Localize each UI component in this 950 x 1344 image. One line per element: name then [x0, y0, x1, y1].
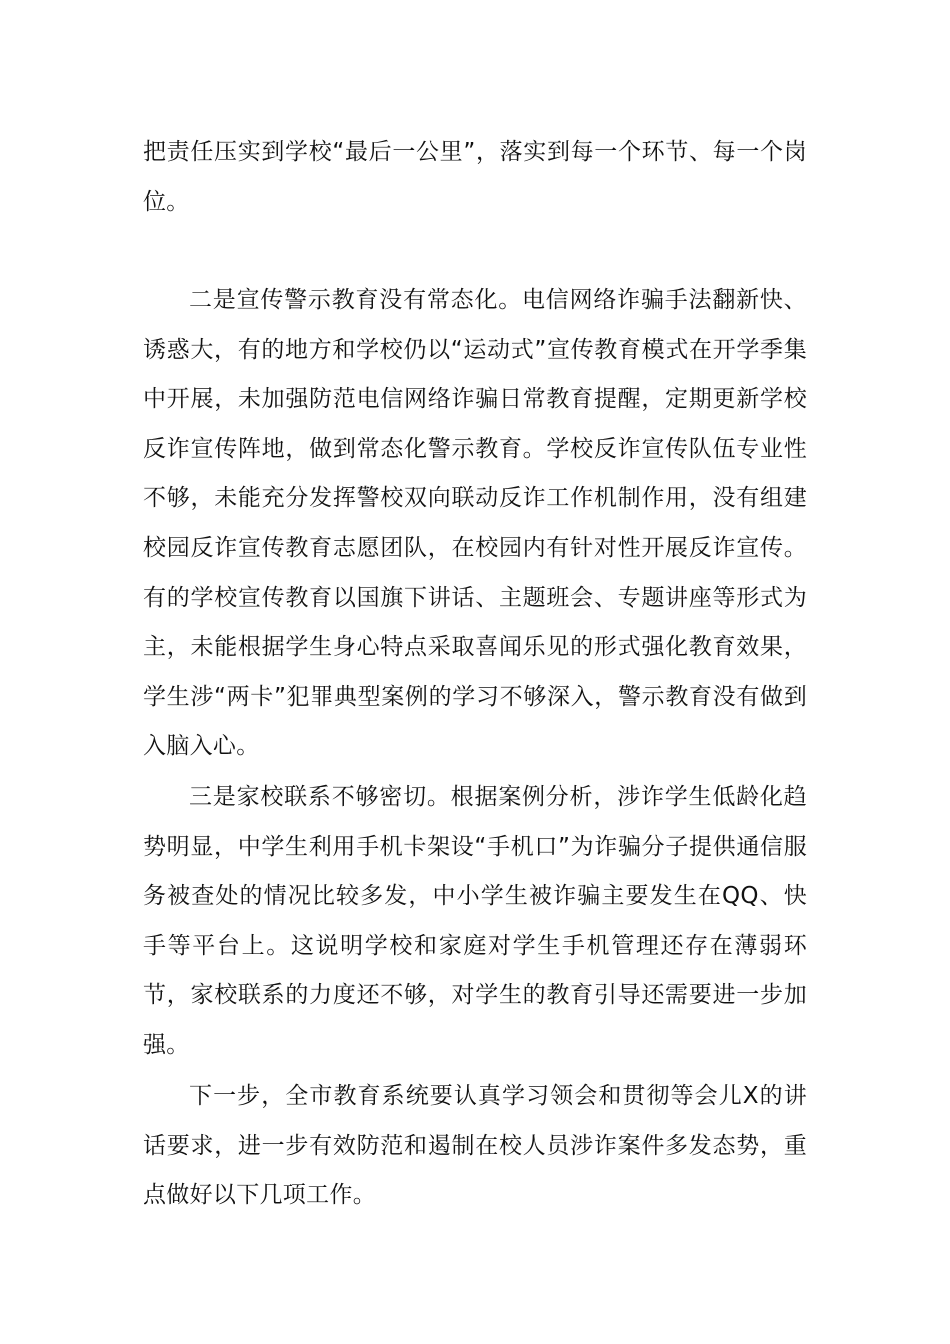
paragraph-next-steps: 下一步，全市教育系统要认真学习领会和贯彻等会儿X的讲话要求，进一步有效防范和遏制在校人员涉诈案件多发态势，重点做好以下几项工作。 — [143, 1083, 807, 1209]
paragraph-home-school-contact: 三是家校联系不够密切。根据案例分析，涉诈学生低龄化趋势明显，中学生利用手机卡架设“手机口”为诈骗分子提供通信服务被查处的情况比较多发，中小学生被诈骗主要发生在QQ、快手等平台上。这说明学校和家庭对学生手机管理还存在薄弱环节，家校联系的力度还不够，对学生的教育引导还需要进一步加强。 — [143, 784, 807, 1058]
paragraph-continuation: 把责任压实到学校“最后一公里”，落实到每一个环节、每一个岗位。 — [143, 139, 807, 215]
paragraph-publicity-education: 二是宣传警示教育没有常态化。电信网络诈骗手法翻新快、诱惑大，有的地方和学校仍以“运动式”宣传教育模式在开学季集中开展，未加强防范电信网络诈骗日常教育提醒，定期更新学校反诈宣传阵地，做到常态化警示教育。学校反诈宣传队伍专业性不够，未能充分发挥警校双向联动反诈工作机制作用，没有组建校园反诈宣传教育志愿团队，在校园内有针对性开展反诈宣传。有的学校宣传教育以国旗下讲话、主题班会、专题讲座等形式为主，未能根据学生身心特点采取喜闻乐见的形式强化教育效果，学生涉“两卡”犯罪典型案例的学习不够深入，警示教育没有做到入脑入心。 — [143, 287, 807, 760]
